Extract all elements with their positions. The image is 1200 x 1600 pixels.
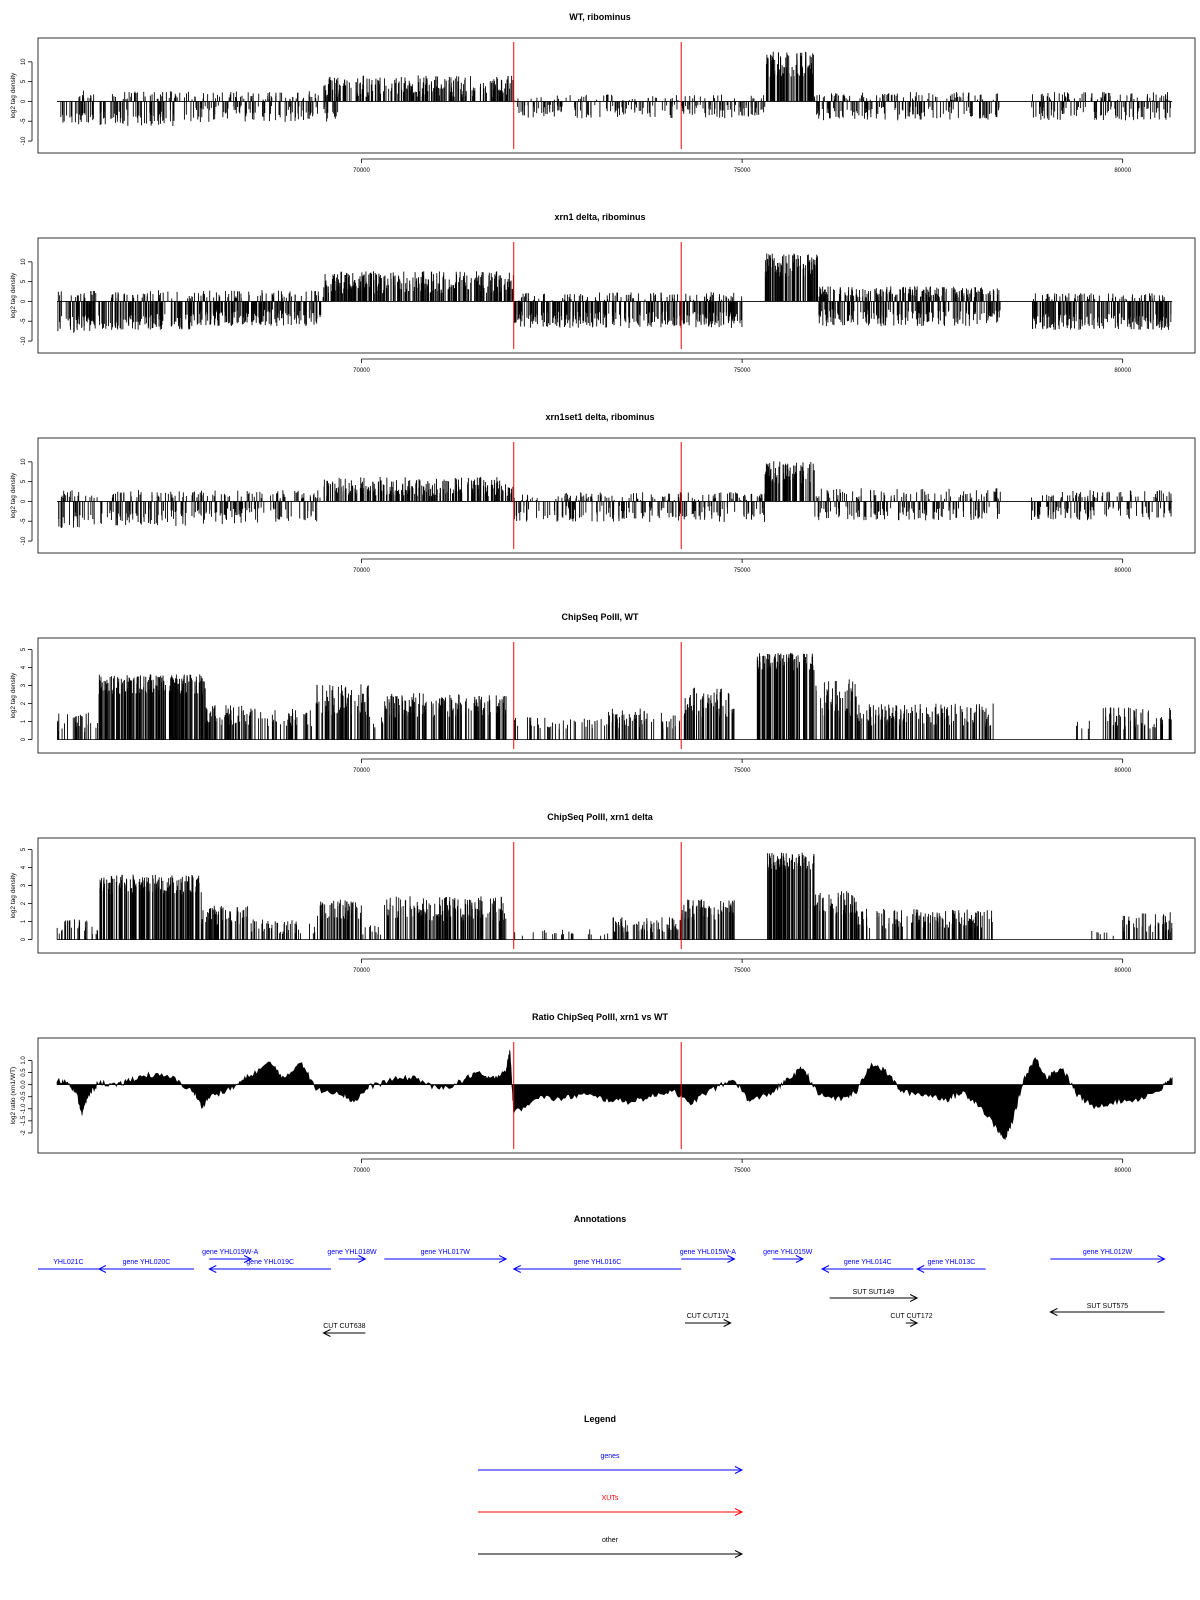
y-tick-label: 5 <box>21 647 27 652</box>
panel-title: xrn1 delta, ribominus <box>554 212 646 222</box>
panel-title: ChipSeq PolII, WT <box>561 612 639 622</box>
y-tick-label: 3 <box>21 683 27 688</box>
x-tick-label: 75000 <box>733 768 751 774</box>
panel-title: WT, ribominus <box>569 12 631 22</box>
signal-bars <box>61 52 1171 126</box>
y-tick-label: 0 <box>21 499 27 504</box>
y-tick-label: 0 <box>21 99 27 104</box>
signal-bars <box>58 653 1172 740</box>
y-tick-label: 4 <box>21 665 27 670</box>
x-tick-label: 80000 <box>1114 168 1132 174</box>
y-tick-label: 10 <box>21 458 27 466</box>
x-tick-label: 70000 <box>353 168 370 174</box>
y-tick-label: -10 <box>21 336 27 346</box>
panel-3 <box>10 612 1195 774</box>
plot-frame <box>38 438 1195 553</box>
panel-2 <box>10 412 1195 574</box>
y-tick-label: -10 <box>21 536 27 546</box>
x-tick-label: 80000 <box>1114 368 1132 374</box>
x-tick-label: 75000 <box>733 568 751 574</box>
x-tick-label: 75000 <box>733 368 751 374</box>
x-tick-label: 70000 <box>353 568 370 574</box>
y-axis-label: log2 tag density <box>10 672 17 719</box>
plot-frame <box>38 38 1195 153</box>
x-tick-label: 70000 <box>353 368 370 374</box>
y-axis-label: log2 tag density <box>10 472 17 519</box>
x-tick-label: 70000 <box>353 768 370 774</box>
signal-bars <box>59 461 1171 528</box>
y-tick-label: 5 <box>21 79 27 84</box>
y-tick-label: 1 <box>21 719 27 724</box>
y-tick-label: -5 <box>21 318 27 324</box>
signal-bars <box>58 254 1171 333</box>
y-tick-label: 2 <box>21 701 27 706</box>
y-tick-label: -5 <box>21 118 27 124</box>
y-tick-label: 10 <box>21 58 27 66</box>
y-tick-label: 0 <box>21 299 27 304</box>
x-tick-label: 80000 <box>1114 768 1132 774</box>
y-tick-label: 10 <box>21 258 27 266</box>
y-tick-label: 5 <box>21 479 27 484</box>
y-axis-label: log2 tag density <box>10 72 17 119</box>
panel-1 <box>10 212 1195 374</box>
panel-0 <box>10 12 1195 174</box>
y-tick-label: 0 <box>21 737 27 742</box>
y-axis-label: log2 tag density <box>10 272 17 319</box>
x-tick-label: 75000 <box>733 168 751 174</box>
y-tick-label: 5 <box>21 279 27 284</box>
y-tick-label: -10 <box>21 136 27 146</box>
x-tick-label: 80000 <box>1114 568 1132 574</box>
y-tick-label: -5 <box>21 518 27 524</box>
panel-title: xrn1set1 delta, ribominus <box>545 412 655 422</box>
